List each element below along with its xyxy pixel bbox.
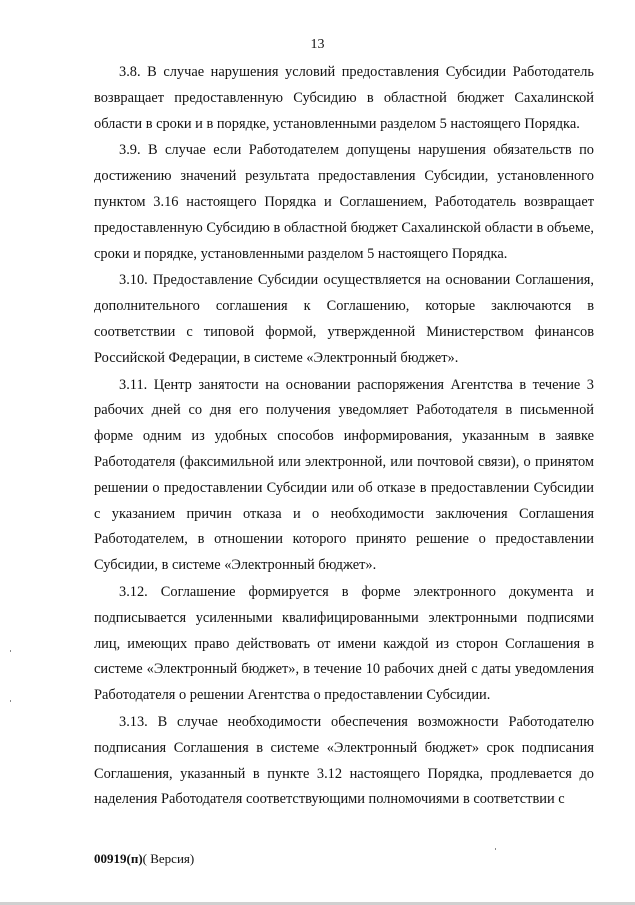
page-number: 13: [310, 37, 325, 52]
document-footer: [94, 851, 194, 867]
paragraph-3-12: 3.12. Соглашение формируется в форме электронного документа и подписывается усиленными квалифицированными электронными подписями лиц, имеющих право действовать от имени каждой из сторон Соглашения в системе «Электронный бюджет», в течение 10 рабочих дней с даты уведомления Работодателя о решении Агентства о предоставлении Субсидии.: [94, 583, 594, 704]
scan-speck: [10, 700, 11, 702]
paragraph-3-11: 3.11. Центр занятости на основании распоряжения Агентства в течение 3 рабочих дней со дня его получения уведомляет Работодателя в письменной форме одним из удобных способов информирования, указанным в заявке Работодателя (факсимильной или электронной, или почтовой связи), о принятом решении о предоставлении Субсидии или об отказе в предоставлении Субсидии с указанием причин отказа и о необходимости заключения Соглашения Работодателем, в отношении которого принято решение о предоставлении Субсидии, в системе «Электронный бюджет».: [94, 376, 594, 574]
paragraph-3-8: 3.8. В случае нарушения условий предоставления Субсидии Работодатель возвращает предоставленную Субсидию в областной бюджет Сахалинской области в сроки и в порядке, установленными разделом 5 настоящего Порядка.: [94, 64, 594, 132]
document-body: [94, 60, 594, 814]
paragraph-3-10: 3.10. Предоставление Субсидии осуществляется на основании Соглашения, дополнительного соглашения к Соглашению, которые заключаются в соответствии с типовой формой, утвержденной Министерством финансов Российской Федерации, в системе «Электронный бюджет».: [94, 272, 594, 366]
footer-version-label: ( Версия): [142, 851, 195, 866]
scan-speck: [10, 650, 11, 652]
footer-document-code: 00919(п): [94, 851, 143, 866]
scan-speck: [495, 848, 496, 850]
paragraph-3-9: 3.9. В случае если Работодателем допущены нарушения обязательств по достижению значений результата предоставления Субсидии, установленного пунктом 3.16 настоящего Порядка и Соглашением, Работодатель возвращает предоставленную Субсидию в областной бюджет Сахалинской области в объеме, сроки и порядке, установленными разделом 5 настоящего Порядка.: [94, 142, 594, 262]
paragraph-3-13: 3.13. В случае необходимости обеспечения возможности Работодателю подписания Соглашения в системе «Электронный бюджет» срок подписания Соглашения, указанный в пункте 3.12 настоящего Порядка, продлевается до наделения Работодателя соответствующими полномочиями в соответствии с: [94, 713, 594, 808]
